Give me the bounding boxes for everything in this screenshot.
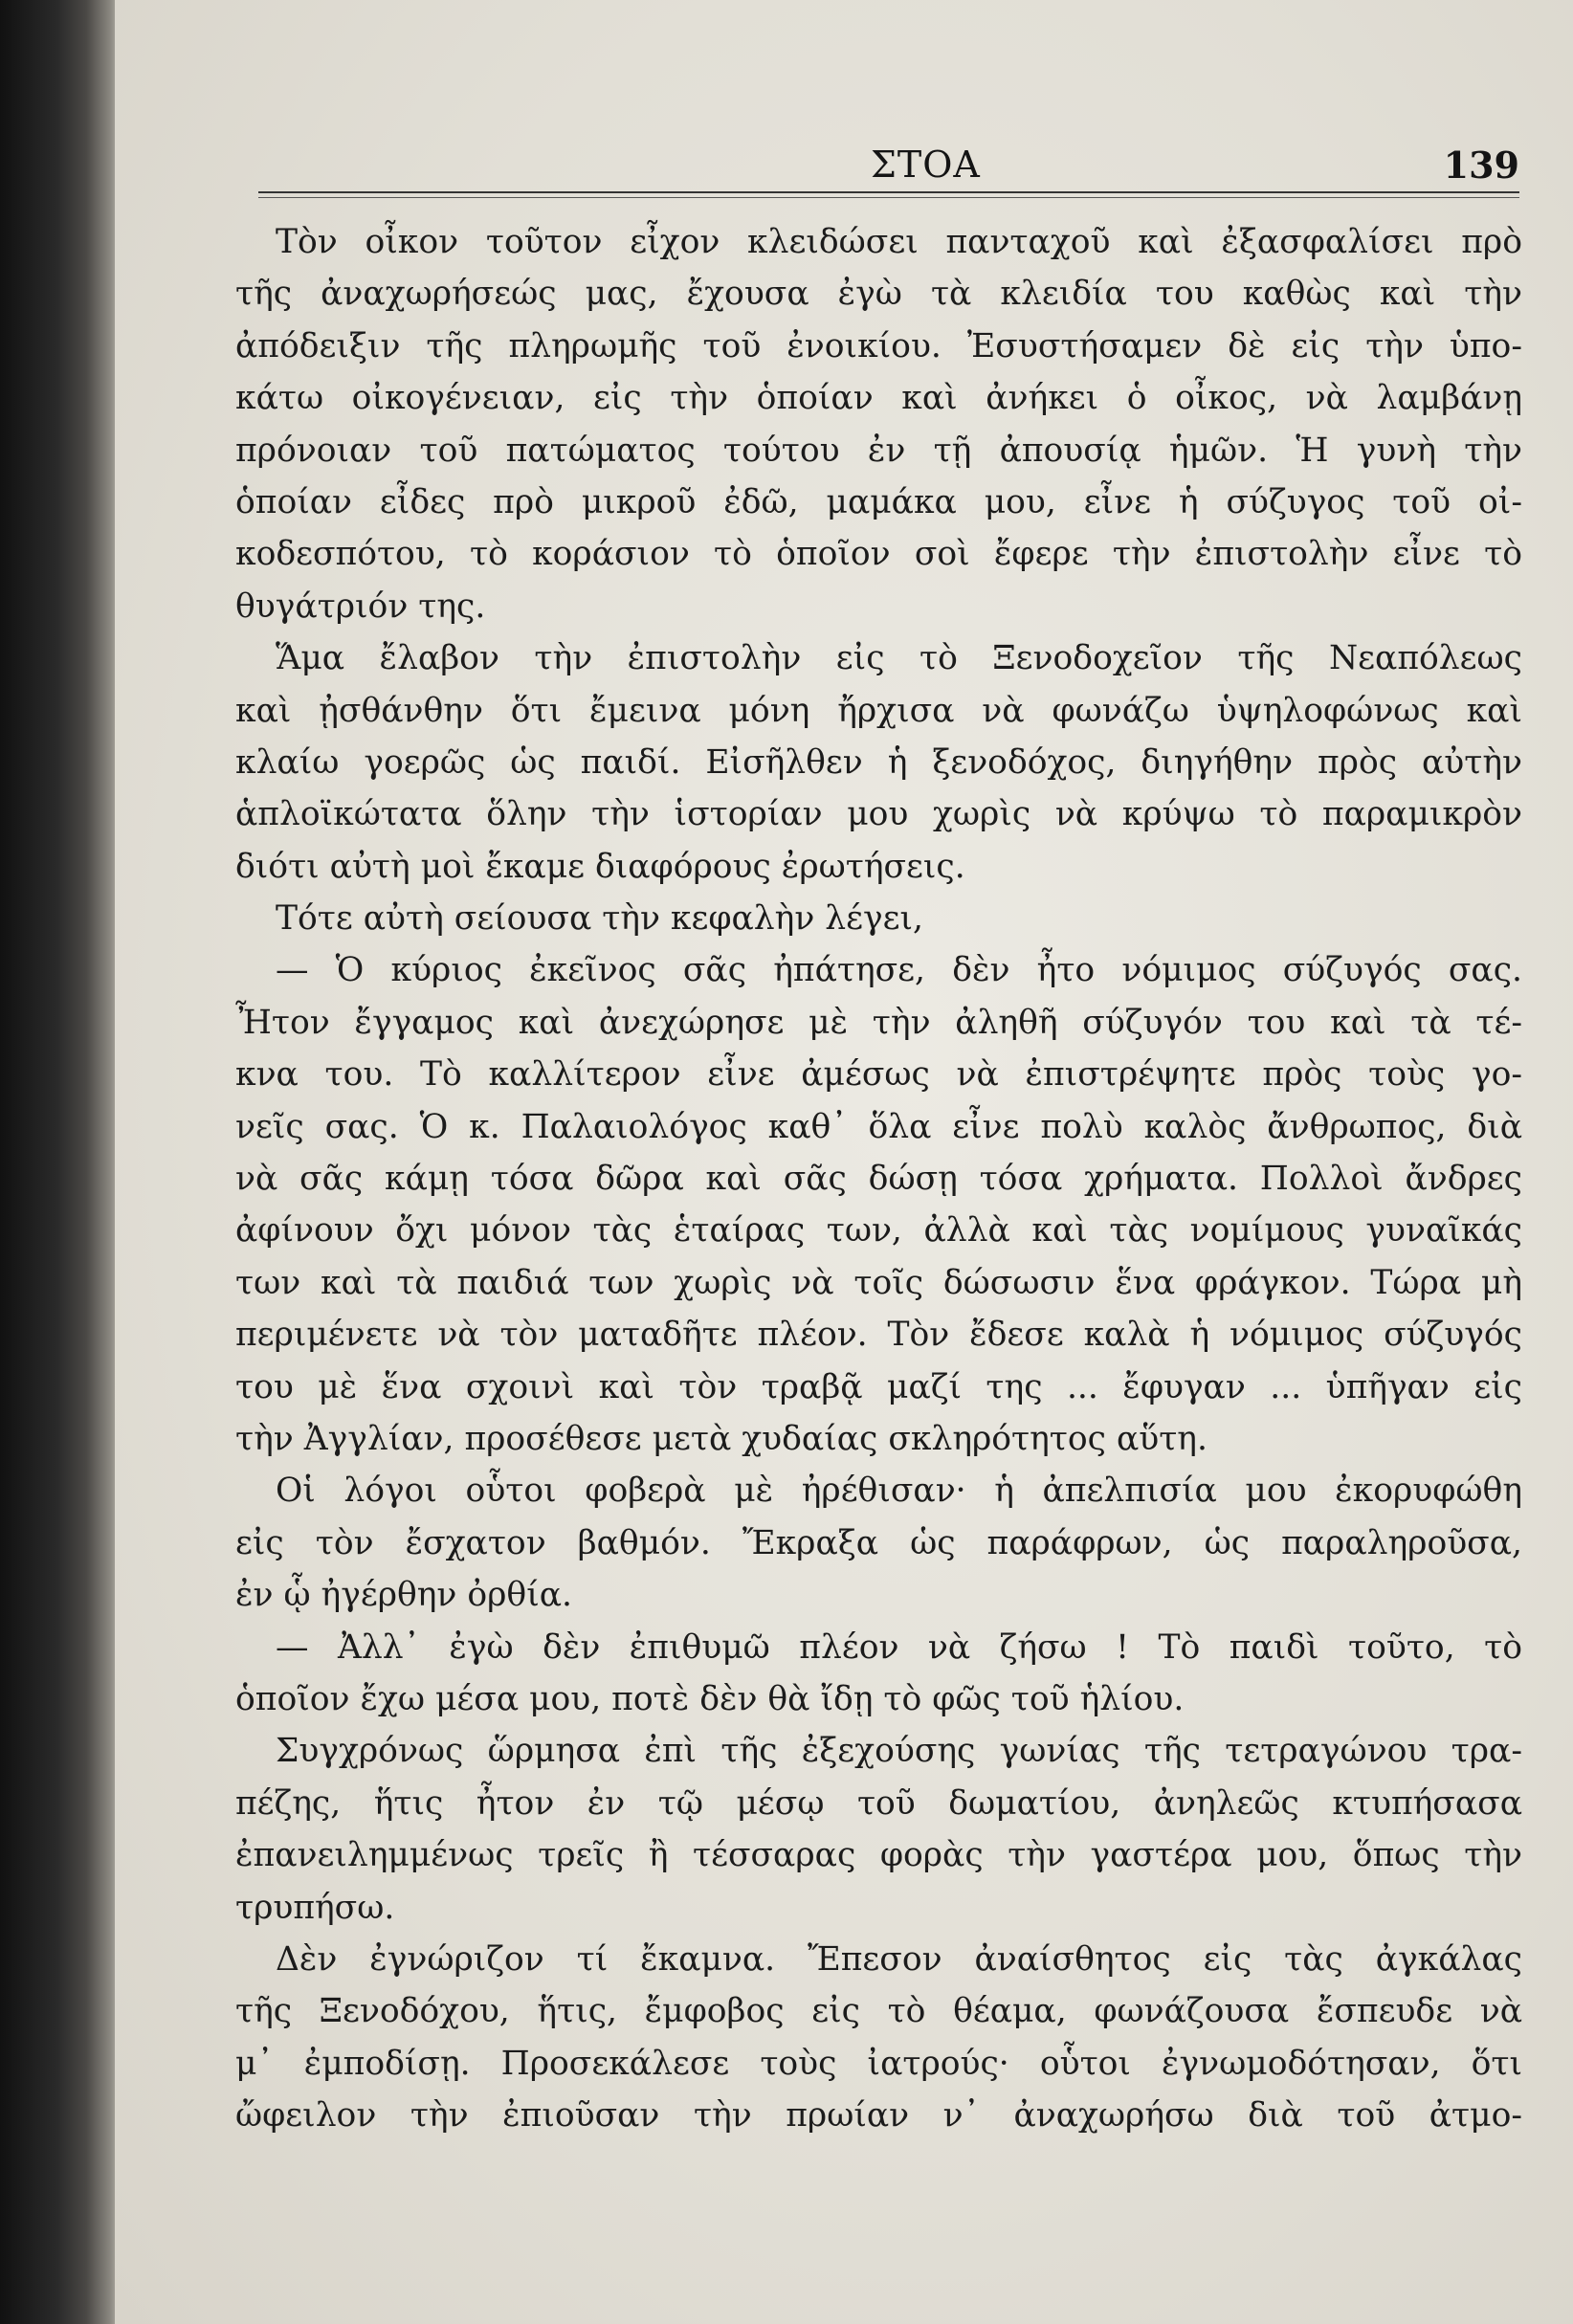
text-line: ἐν ᾧ ἠγέρθην ὀρθία. xyxy=(235,1576,572,1615)
text-line: Ἦτον ἔγγαμος καὶ ἀνεχώρησε μὲ τὴν ἀληθῆ σύζυγόν του καὶ τὰ τέ- xyxy=(235,1003,1522,1042)
text-line: ἀπόδειξιν τῆς πληρωμῆς τοῦ ἐνοικίου. Ἐσυστήσαμεν δὲ εἰς τὴν ὑπο- xyxy=(235,326,1522,365)
text-line: Οἱ λόγοι οὗτοι φοβερὰ μὲ ἠρέθισαν· ἡ ἀπελπισία μου ἐκορυφώθη xyxy=(276,1472,1522,1511)
text-line: — Ἀλλ᾽ ἐγὼ δὲν ἐπιθυμῶ πλέον νὰ ζήσω ! Τὸ παιδὶ τοῦτο, τὸ xyxy=(276,1627,1522,1667)
text-line: κλαίω γοερῶς ὡς παιδί. Εἰσῆλθεν ἡ ξενοδόχος, διηγήθην πρὸς αὐτὴν xyxy=(235,742,1522,782)
book-gutter xyxy=(0,0,124,2324)
text-line: κνα του. Τὸ καλλίτερον εἶνε ἀμέσως νὰ ἐπιστρέψητε πρὸς τοὺς γο- xyxy=(235,1055,1522,1095)
text-line: ὁποῖον ἔχω μέσα μου, ποτὲ δὲν θὰ ἴδῃ τὸ φῶς τοῦ ἡλίου. xyxy=(235,1679,1185,1718)
text-line: θυγάτριόν της. xyxy=(235,587,486,626)
text-line: ἀφίνουν ὄχι μόνον τὰς ἑταίρας των, ἀλλὰ καὶ τὰς νομίμους γυναῖκάς xyxy=(235,1211,1522,1251)
text-line: καὶ ᾐσθάνθην ὅτι ἔμεινα μόνη ἤρχισα νὰ φωνάζω ὑψηλοφώνως καὶ xyxy=(235,691,1522,730)
page-number: 139 xyxy=(1443,144,1519,187)
text-line: κάτω οἰκογένειαν, εἰς τὴν ὁποίαν καὶ ἀνήκει ὁ οἶκος, νὰ λαμβάνῃ xyxy=(235,379,1522,418)
text-line: Τὸν οἶκον τοῦτον εἶχον κλειδώσει πανταχοῦ καὶ ἐξασφαλίσει πρὸ xyxy=(276,223,1522,261)
text-line: πρόνοιαν τοῦ πατώματος τούτου ἐν τῇ ἀπουσίᾳ ἡμῶν. Ἡ γυνὴ τὴν xyxy=(235,431,1522,470)
text-line: των καὶ τὰ παιδιά των χωρὶς νὰ τοῖς δώσωσιν ἕνα φράγκον. Τώρα μὴ xyxy=(235,1263,1522,1302)
text-line: ὁποίαν εἶδες πρὸ μικροῦ ἐδῶ, μαμάκα μου, εἶνε ἡ σύζυγος τοῦ οἰ- xyxy=(235,482,1522,521)
page-header xyxy=(258,136,1519,193)
text-line: Δὲν ἐγνώριζον τί ἔκαμνα. Ἔπεσον ἀναίσθητος εἰς τὰς ἀγκάλας xyxy=(276,1939,1522,1979)
book-page xyxy=(115,0,1573,2324)
text-line: ἁπλοϊκώτατα ὅλην τὴν ἱστορίαν μου χωρὶς νὰ κρύψω τὸ παραμικρὸν xyxy=(235,795,1522,834)
text-line: Τότε αὐτὴ σείουσα τὴν κεφαλὴν λέγει, xyxy=(276,899,923,939)
text-line: τρυπήσω. xyxy=(235,1888,395,1927)
text-line: Ἅμα ἔλαβον τὴν ἐπιστολὴν εἰς τὸ Ξενοδοχεῖον τῆς Νεαπόλεως xyxy=(276,639,1522,678)
text-line: πέζης, ἥτις ἦτον ἐν τῷ μέσῳ τοῦ δωματίου, ἀνηλεῶς κτυπήσασα xyxy=(235,1783,1522,1823)
text-line: νὰ σᾶς κάμῃ τόσα δῶρα καὶ σᾶς δώσῃ τόσα χρήματα. Πολλοὶ ἄνδρες xyxy=(235,1160,1522,1199)
text-line: τὴν Ἀγγλίαν, προσέθεσε μετὰ χυδαίας σκληρότητος αὕτη. xyxy=(235,1419,1207,1458)
text-line: κοδεσπότου, τὸ κοράσιον τὸ ὁποῖον σοὶ ἔφερε τὴν ἐπιστολὴν εἶνε τὸ xyxy=(235,535,1522,574)
text-line: του μὲ ἕνα σχοινὶ καὶ τὸν τραβᾷ μαζί της ... ἔφυγαν ... ὑπῆγαν εἰς xyxy=(235,1367,1522,1406)
running-title: ΣΤΟΑ xyxy=(871,144,981,186)
text-line: — Ὁ κύριος ἐκεῖνος σᾶς ἠπάτησε, δὲν ἦτο νόμιμος σύζυγός σας. xyxy=(276,951,1522,990)
text-line: τῆς Ξενοδόχου, ἥτις, ἔμφοβος εἰς τὸ θέαμα, φωνάζουσα ἔσπευδε νὰ xyxy=(235,1992,1522,2031)
text-line: ἐπανειλημμένως τρεῖς ἢ τέσσαρας φορὰς τὴν γαστέρα μου, ὅπως τὴν xyxy=(235,1836,1522,1875)
text-line: ὤφειλον τὴν ἐπιοῦσαν τὴν πρωίαν ν᾽ ἀναχωρήσω διὰ τοῦ ἀτμο- xyxy=(235,2096,1522,2136)
text-line: Συγχρόνως ὥρμησα ἐπὶ τῆς ἐξεχούσης γωνίας τῆς τετραγώνου τρα- xyxy=(276,1732,1522,1771)
text-line: περιμένετε νὰ τὸν ματαδῆτε πλέον. Τὸν ἔδεσε καλὰ ἡ νόμιμος σύζυγός xyxy=(235,1316,1522,1355)
text-line: διότι αὐτὴ μοὶ ἔκαμε διαφόρους ἐρωτήσεις. xyxy=(235,847,965,886)
body-text xyxy=(235,216,1522,2141)
text-line: νεῖς σας. Ὁ κ. Παλαιολόγος καθ᾽ ὅλα εἶνε πολὺ καλὸς ἄνθρωπος, διὰ xyxy=(235,1107,1522,1146)
text-line: τῆς ἀναχωρήσεώς μας, ἔχουσα ἐγὼ τὰ κλειδία του καθὼς καὶ τὴν xyxy=(235,275,1522,314)
text-line: εἰς τὸν ἔσχατον βαθμόν. Ἔκραξα ὡς παράφρων, ὡς παραληροῦσα, xyxy=(235,1523,1522,1562)
header-rule xyxy=(258,191,1519,198)
text-line: μ᾽ ἐμποδίσῃ. Προσεκάλεσε τοὺς ἰατρούς· οὗτοι ἐγνωμοδότησαν, ὅτι xyxy=(235,2044,1522,2083)
